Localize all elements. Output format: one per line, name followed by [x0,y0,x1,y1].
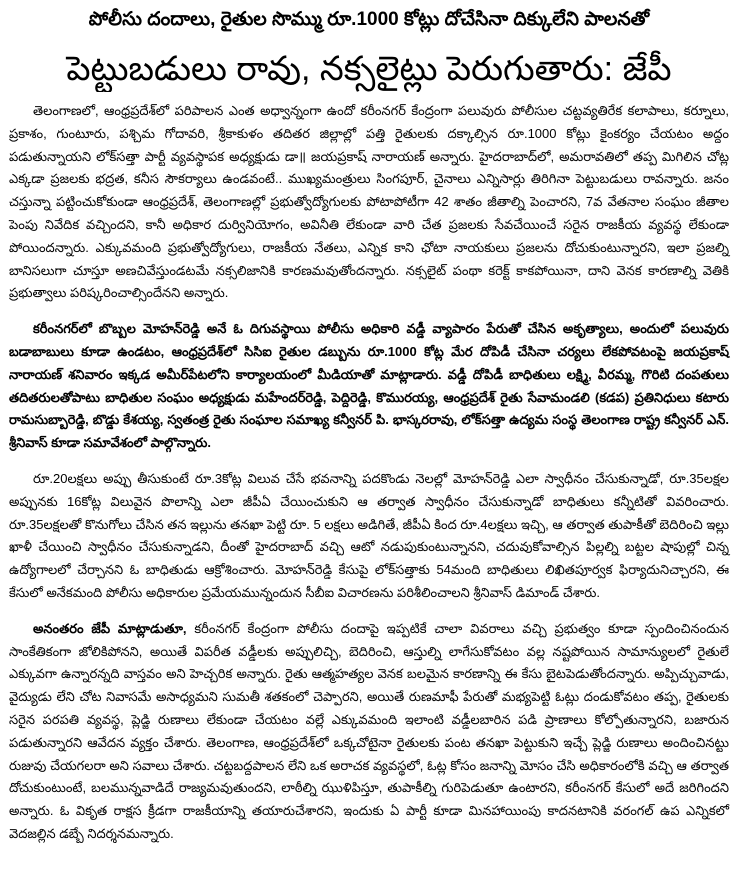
article-paragraph-4 [9,618,729,846]
article-body [9,100,729,846]
article-headline: పెట్టుబడులు రావు, నక్సలైట్లు పెరుగుతారు: జేపీ [66,50,672,88]
article-paragraph-2: కరీంనగర్‌లో బొబ్బల మోహన్‌రెడ్డి అనే ఓ దిగువస్థాయి పోలీసు అధికారి వడ్డీ వ్యాపారం పేరుతో చేసిన అకృత్యాలు, అందులో పలువురు బడాబాబులు కూడా ఉండటం, ఆంధ్రప్రదేశ్‌లో సిసిఐ రైతుల డబ్బును రూ.1000 కోట్ల మేర దోపిడీ చేసినా చర్యలు లేకపోవటంపై జయప్రకాష్ నారాయణ్ శనివారం ఇక్కడ అమీర్‌పేటలోని కార్యాలయంలో మీడియాతో మాట్లాడారు. వడ్డీ దోపిడీ బాధితులు లక్ష్మి, వీరమ్మ, గొరిటి దంపతులు తదితరులతోపాటు బాధితుల సంఘం అధ్యక్షుడు మహేందర్‌రెడ్డి, పెద్దిరెడ్డి, కొమురయ్య, ఆంధ్రప్రదేశ్ రైతు సేవామండలి (కడప) ప్రతినిధులు కటారు రామసుబ్బారెడ్డి, బొడ్డు కేశయ్య, స్వతంత్ర రైతు సంఘాల సమాఖ్య కన్వీనర్ పి. భాస్కరరావు, లోక్‌సత్తా ఉద్యమ సంస్థ తెలంగాణ రాష్ట్ర కన్వీనర్ ఎన్. శ్రీనివాస్ కూడా సమావేశంలో పాల్గొన్నారు. [9,321,729,451]
paragraph-4-text: కరీంనగర్ కేంద్రంగా పోలీసు దందాపై ఇప్పటికే చాలా వివరాలు వచ్చి ప్రభుత్వం కూడా స్పందించినందున సాంకేతికంగా జోలికిపోనని, అయితే విపరీత వడ్డీలకు అప్పులిచ్చి, బెదిరించి, ఆస్తుల్ని లాగేసుకోవటం వల్ల నష్టపోయిన సామాన్యులలో రైతులే ఎక్కువగా ఉన్నారన్నది వాస్తవం అని హెచ్చరిక అన్నారు. రైతు ఆత్మహత్యల వెనక బలమైన కారణాన్ని ఈ కేసు బైటపెడుతోందన్నారు. అప్పిచ్చువాడు, వైద్యుడు లేని చోట నివాసమే అసాధ్యమని సుమతీ శతకంలో చెప్పారని, అయితే రుణమాఫీ పేరుతో మభ్యపెట్టి ఓట్లు దండుకోవటం తప్ప, రైతులకు సరైన పరపతి వ్యవస్థ, ప్లెడ్జి రుణాలు లేకుండా చేయటం వల్లే ఎక్కువమంది ఇలాంటి వడ్డీలబారిన పడి ప్రాణాలు కోల్పోతున్నారని, బజారున పడుతున్నారని ఆవేదన వ్యక్తం చేశారు. తెలంగాణ, ఆంధ్రప్రదేశ్‌లో ఒక్కచోటైనా రైతులకు పంట తనఖా పెట్టుకుని ఇచ్చే ప్లెడ్జి రుణాలు అందించినట్టు రుజువు చేయగలరా అని సవాలు చేశారు. చట్టబద్దపాలన లేని ఒక అరాచక వ్యవస్థలో, ఓట్ల కోసం జనాన్ని మోసం చేసి అధికారంలోకి వచ్చి ఆ తర్వాత దోచుకుంటుంటే, బలమున్నవాడిదే రాజ్యమవుతుందని, లాఠీల్ని ఝుళిపిస్తూ, తుపాకీల్ని గురిపెడుతూ ఉంటారని, కరీంనగర్ కేసులో అదే జరిగిందని అన్నారు. ఓ వికృత రాక్షస క్రీడగా రాజకీయాన్ని తయారుచేశారని, ఇందుకు ఏ పార్టీ కూడా మినహాయింపు కాదనటానికి వరంగల్ ఉప ఎన్నికలో వెదజల్లిన డబ్బే నిదర్శనమన్నారు. [9,620,729,841]
paragraph-4-lead: అనంతరం జేపీ మాట్లాడుతూ, [33,620,187,636]
article-paragraph-1: తెలంగాణలో, ఆంధ్రప్రదేశ్‌లో పరిపాలన ఎంత అధ్వాన్నంగా ఉందో కరీంనగర్ కేంద్రంగా పలువురు పోలీసుల చట్టవ్యతిరేక కలాపాలు, కర్నూలు, ప్రకాశం, గుంటూరు, పశ్చిమ గోదావరి, శ్రీకాకుళం తదితర జిల్లాల్లో పత్తి రైతులకు దక్కాల్సిన రూ.1000 కోట్లు కైంకర్యం చేయటం అద్దం పడుతున్నాయని లోక్‌సత్తా పార్టీ వ్యవస్థాపక అధ్యక్షుడు డా॥ జయప్రకాష్ నారాయణ్ అన్నారు. హైదరాబాద్‌లో, అమరావతిలో తప్ప మిగిలిన చోట్ల ఎక్కడా ప్రజలకు భద్రత, కనీస సౌకర్యాలు ఉండవంటే.. ముఖ్యమంత్రులు సింగపూర్, చైనాలు ఎన్నిసార్లు తిరిగినా పెట్టుబడులు రావన్నారు. జనం చస్తున్నా పట్టించుకోకుండా ఆంధ్రప్రదేశ్, తెలంగాణల్లో ప్రభుత్వోద్యోగులకు పోటాపోటీగా 42 శాతం జీతాల్ని పెంచారని, 7వ వేతనాల సంఘం జీతాల పెంపు నివేదిక వచ్చిందని, కానీ అధికార దుర్వినియోగం, అవినీతి లేకుండా వారి చేత ప్రజలకు సేవచేయించే సరైన రాజకీయ వ్యవస్థ లేకుండా పోయిందన్నారు. ఎక్కువమంది ప్రభుత్వోద్యోగులు, రాజకీయ నేతలు, ఎన్నిక కాని ఛోటా నాయకులు ప్రజలను దోచుకుంటున్నారని, ఇలా ప్రజల్ని బానిసలుగా చూస్తూ అణచివేస్తుండటమే నక్సలిజానికి కారణమవుతోందన్నారు. నక్సలైట్ పంథా కరెక్ట్ కాకపోయినా, దాని వెనక కారణాల్ని వెతికి ప్రభుత్వాలు పరిష్కరించాల్సిందేనని అన్నారు. [9,103,729,301]
article-kicker: పోలీసు దందాలు, రైతుల సొమ్ము రూ.1000 కోట్లు దోచేసినా దిక్కులేని పాలనతో [88,9,650,30]
article-paragraph-3: రూ.20లక్షలు అప్పు తీసుకుంటే రూ.3కోట్ల విలువ చేసే భవనాన్ని పదకొండు నెలల్లో మోహన్‌రెడ్డి ఎలా స్వాధీనం చేసుకున్నాడో, రూ.35లక్షల అప్పునకు 16కోట్ల విలువైన పొలాన్ని ఎలా జీపీఏ చేయించుకుని ఆ తర్వాత స్వాధీనం చేసుకున్నాడో బాధితులు కన్నీటితో వివరించారు. రూ.35లక్షలతో కొనుగోలు చేసిన తన ఇల్లును తనఖా పెట్టి రూ. 5 లక్షలు అడిగితే, జీపీఏ కింద రూ.4లక్షలు ఇచ్చి, ఆ తర్వాత తుపాకీతో బెదిరించి ఇల్లు ఖాళీ చేయించి స్వాధీనం చేసుకున్నాడని, దీంతో హైదరాబాద్ వచ్చి ఆటో నడుపుకుంటున్నానని, చదువుకోవాల్సిన పిల్లల్ని బట్టల షాపుల్లో చిన్న ఉద్యోగాలలో చేర్చానని ఓ బాధితుడు ఆక్రోశించారు. మోహన్‌రెడ్డి కేసుపై లోక్‌సత్తాకు 54మంది బాధితులు లిఖితపూర్వక ఫిర్యాదునిచ్చారని, ఈ కేసులో అనేకమంది పోలీసు అధికారుల ప్రమేయమున్నందున సీబీఐ విచారణను పరిశీలించాలని శ్రీనివాస్ డిమాండ్ చేశారు. [9,470,729,600]
